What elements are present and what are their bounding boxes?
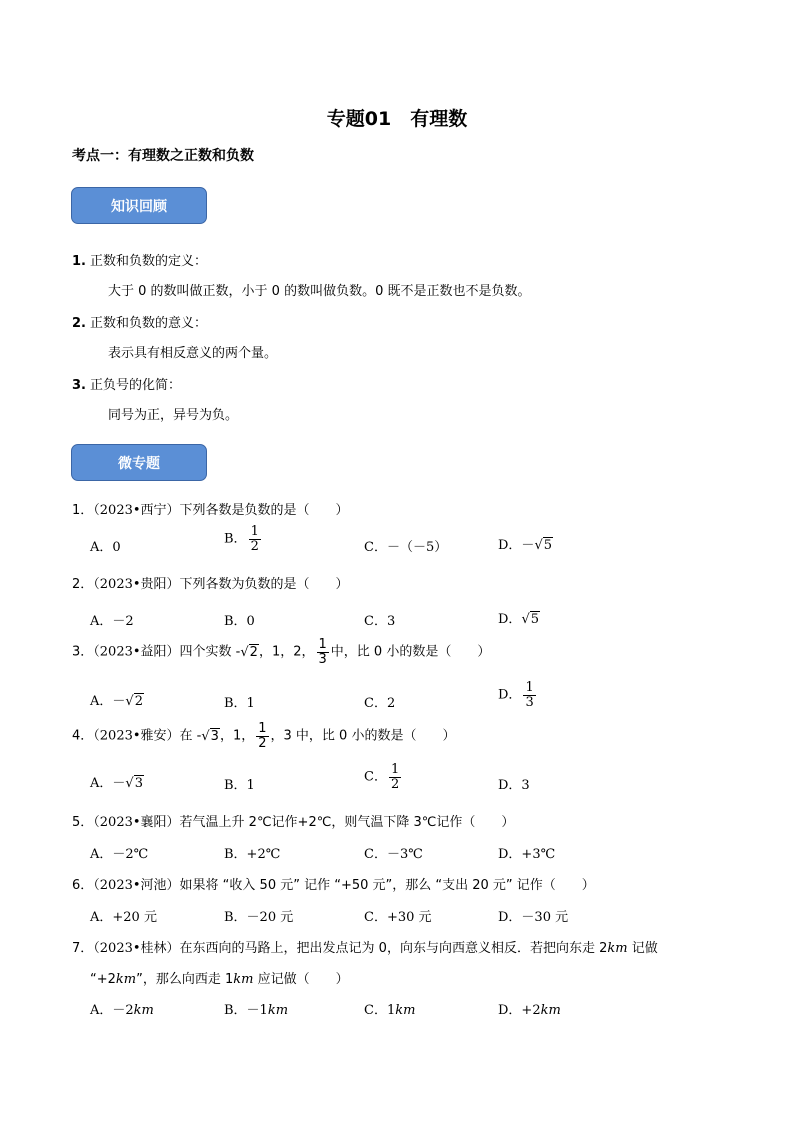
- question-6-option-d: D．－30 元: [498, 910, 569, 925]
- question-3-option-b: B．1: [224, 696, 255, 711]
- knowledge-point-2-title: 2. 正数和负数的意义：: [72, 316, 207, 331]
- knowledge-point-1-title: 1. 正数和负数的定义：: [72, 254, 207, 269]
- knowledge-review-badge: 知识回顾: [71, 187, 207, 224]
- question-4-option-a: A．－√3: [90, 776, 143, 791]
- question-1-option-b: B． $\frac{1}{2}$: [224, 524, 259, 554]
- question-7-option-c: C．1km: [364, 1003, 416, 1018]
- question-4-option-b: B．1: [224, 778, 255, 793]
- knowledge-point-2-body: 表示具有相反意义的两个量。: [108, 346, 278, 361]
- question-4-option-d: D．3: [498, 778, 530, 793]
- question-3-option-a: A．－√2: [90, 694, 143, 709]
- question-2-option-b: B．0: [224, 614, 255, 629]
- question-3-option-c: C．2: [364, 696, 396, 711]
- knowledge-point-3-title: 3. 正负号的化简：: [72, 378, 181, 393]
- question-1-option-d: D．－√5: [498, 538, 553, 553]
- question-1-option-a: A．0: [90, 540, 121, 555]
- question-2-option-c: C．3: [364, 614, 396, 629]
- knowledge-point-3-body: 同号为正，异号为负。: [108, 408, 239, 423]
- question-2-option-a: A．－2: [90, 614, 134, 629]
- question-6-option-c: C．+30 元: [364, 910, 432, 925]
- question-5-stem: 5．（2023•襄阳）若气温上升 2℃记作+2℃，则气温下降 3℃记作（ ）: [72, 815, 515, 830]
- question-3-option-d: D． $\frac{1}{3}$: [498, 680, 534, 710]
- question-5-option-a: A．－2℃: [90, 847, 149, 862]
- knowledge-point-1-body: 大于 0 的数叫做正数，小于 0 的数叫做负数。0 既不是正数也不是负数。: [108, 284, 531, 299]
- question-7-stem-line-1: 7．（2023•桂林）在东西向的马路上，把出发点记为 0，向东与向西意义相反．若把向东走 2km 记做: [72, 941, 658, 956]
- question-2-stem: 2．（2023•贵阳）下列各数为负数的是（ ）: [72, 577, 349, 592]
- question-3-stem: 3．（2023•益阳）四个实数 -√2，1，2， $\frac{1}{3}$ 中，比 0 小的数是（ ）: [72, 637, 491, 667]
- question-4-stem: 4．（2023•雅安）在 -√3，1， $\frac{1}{2}$ ，3 中，比 0 小的数是（ ）: [72, 721, 456, 751]
- section-heading: 考点一：有理数之正数和负数: [72, 148, 254, 164]
- question-1-option-c: C．－（－5）: [364, 540, 448, 555]
- question-6-stem: 6．（2023•河池）如果将 “收入 50 元” 记作 “+50 元”，那么 “支出 20 元” 记作（ ）: [72, 878, 595, 893]
- question-5-option-c: C．－3℃: [364, 847, 423, 862]
- page-title: 专题01 有理数: [326, 108, 468, 130]
- question-7-option-d: D．+2km: [498, 1003, 561, 1018]
- question-5-option-d: D．+3℃: [498, 847, 556, 862]
- question-7-stem-line-2: “+2km”，那么向西走 1km 应记做（ ）: [90, 972, 349, 987]
- micro-topic-badge: 微专题: [71, 444, 207, 481]
- question-7-option-b: B．－1km: [224, 1003, 289, 1018]
- question-2-option-d: D．√5: [498, 612, 540, 627]
- question-7-option-a: A．－2km: [90, 1003, 154, 1018]
- question-1-stem: 1．（2023•西宁）下列各数是负数的是（ ）: [72, 503, 349, 518]
- question-6-option-b: B．－20 元: [224, 910, 294, 925]
- question-6-option-a: A．+20 元: [90, 910, 157, 925]
- question-5-option-b: B．+2℃: [224, 847, 281, 862]
- question-4-option-c: C． $\frac{1}{2}$: [364, 762, 400, 792]
